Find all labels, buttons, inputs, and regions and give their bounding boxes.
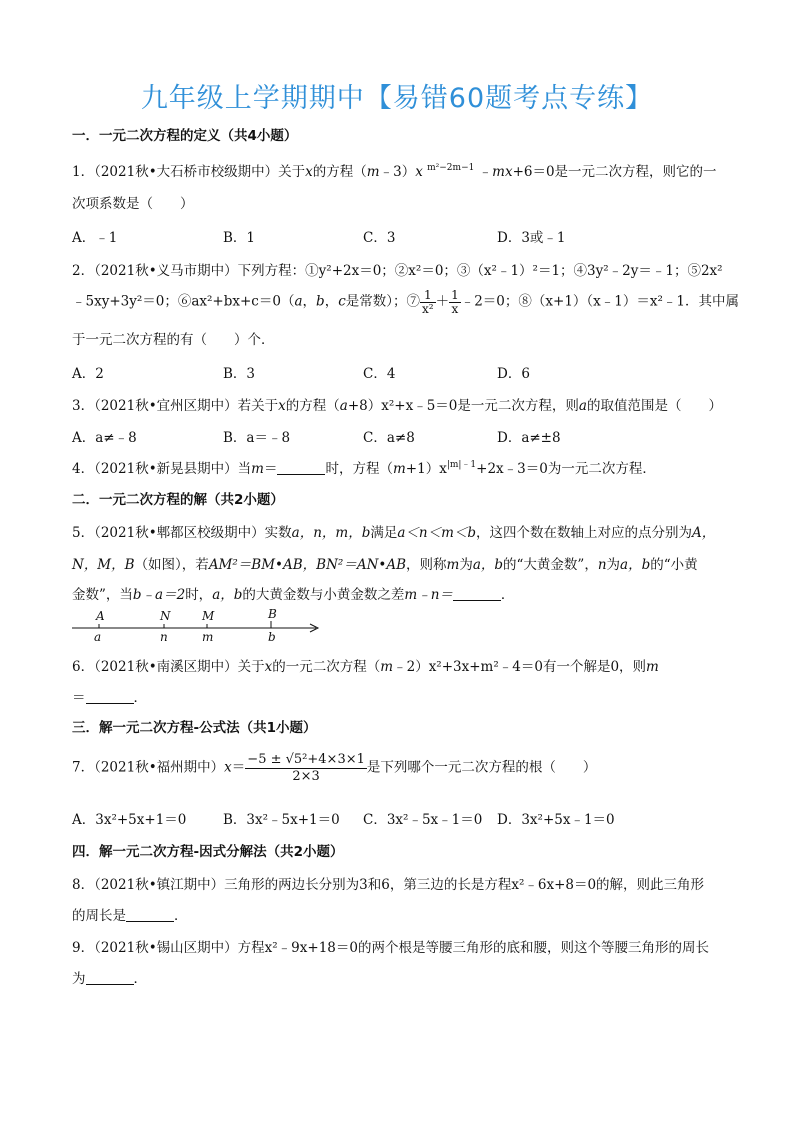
q5-points: N，M，B bbox=[72, 557, 135, 573]
q5-mn: m﹣n＝ bbox=[404, 587, 453, 603]
q6-text: ﹣2）x²+3x+m²﹣4＝0有一个解是0，则 bbox=[393, 659, 647, 675]
q3-text: 的方程（ bbox=[285, 398, 340, 414]
question-1-line-2: 次项系数是（ ） bbox=[72, 196, 194, 212]
q8-text: ． bbox=[174, 908, 188, 924]
point-label-b-upper: B bbox=[268, 607, 277, 621]
question-4-line-1: 4．（2021秋•新晃县期中）当m＝ 时，方程$(m+1)x^{|m|﹣1}+2x﹣3=0$为一元二次方程． bbox=[72, 460, 656, 477]
q1-text: 的方程（ bbox=[312, 164, 367, 180]
q5-ab: a，b bbox=[620, 557, 651, 573]
question-6-line-2 bbox=[72, 686, 147, 706]
q3-option-b: B．a＝﹣8 bbox=[223, 430, 291, 446]
q3-option-d: D．a≠±8 bbox=[497, 430, 561, 446]
q3-option-c: C．a≠8 bbox=[363, 430, 415, 446]
frac-den: x bbox=[451, 301, 459, 316]
q6-text: ． bbox=[133, 690, 147, 706]
q1-text: +6＝0是一元二次方程，则它的一 bbox=[512, 164, 717, 180]
point-label-b-lower: b bbox=[268, 630, 276, 644]
q5-text: 的大黄金数与小黄金数之差 bbox=[242, 587, 405, 603]
section-heading-2: 二．一元二次方程的解（共2小题） bbox=[72, 492, 284, 508]
question-6-line-1: 6．（2021秋•南溪区期中）关于x的一元二次方程（m﹣2）x²+3x+m²﹣4＝0有一个解是0，则m bbox=[72, 659, 659, 675]
q2-text: 是常数）；⑦ bbox=[345, 293, 420, 310]
question-8-line-1: 8．（2021秋•镇江期中）三角形的两边长分别为3和6，第三边的长是方程x²﹣6x+8＝0的解，则此三角形 bbox=[72, 877, 705, 893]
answer-blank[interactable] bbox=[277, 462, 325, 475]
question-1-line-1: 1．（2021秋•大石桥市校级期中）关于x的方程（m﹣3）x $^{m^2-2m-1}$ ﹣mx+6＝0是一元二次方程，则它的一 bbox=[72, 163, 717, 180]
point-label-a-upper: A bbox=[96, 609, 105, 623]
q2-option-d: D．6 bbox=[497, 366, 530, 382]
q5-ab: a，b bbox=[212, 587, 243, 603]
q1-text: ﹣3） bbox=[379, 164, 416, 180]
q2-text: ， bbox=[302, 293, 317, 310]
q5-vars: a，n，m，b bbox=[291, 525, 371, 541]
question-5-line-3 bbox=[72, 583, 514, 603]
q4-exponent: |m|﹣1 bbox=[446, 460, 477, 470]
q4-text: +2x﹣3＝0为一元二次方程． bbox=[476, 461, 656, 477]
q5-text: （如图），若 bbox=[134, 557, 209, 573]
q4-text: 时，方程（ bbox=[325, 461, 393, 477]
q5-ab: a，b bbox=[472, 557, 504, 573]
page-title: 九年级上学期期中【易错60题考点专练】 bbox=[140, 83, 654, 114]
question-2-line-3: 于一元二次方程的有（ ）个． bbox=[72, 332, 275, 348]
q5-condition: AM²＝BM•AB，BN²＝AN•AB bbox=[208, 557, 407, 573]
q1-option-a: A．﹣1 bbox=[72, 230, 118, 246]
q3-text: 3．（2021秋•宜州区期中）若关于 bbox=[72, 398, 279, 414]
frac-num: 1 bbox=[420, 289, 436, 303]
q5-text: 的“小黄 bbox=[650, 557, 698, 573]
point-label-m-upper: M bbox=[202, 609, 215, 623]
q2-text: ＋ bbox=[435, 293, 450, 310]
q1-text: ﹣ bbox=[478, 164, 493, 180]
q2-option-b: B．3 bbox=[223, 366, 256, 382]
q5-text: ． bbox=[500, 587, 515, 603]
q2-text: ， bbox=[324, 293, 339, 310]
formula-numerator: −5 ± √5²+4×3×1 bbox=[247, 752, 365, 767]
point-label-n-upper: N bbox=[160, 609, 171, 623]
q2-text: ﹣2＝0；⑧（x+1）（x﹣1）＝x²﹣1．其中属 bbox=[460, 293, 739, 310]
fraction-1-over-x bbox=[449, 289, 461, 315]
q5-inequality: a＜n＜m＜b bbox=[397, 525, 477, 541]
q4-text: 4．（2021秋•新晃县期中）当 bbox=[72, 461, 252, 477]
q2-option-a: A．2 bbox=[72, 366, 104, 382]
q1-option-d: D．3或﹣1 bbox=[497, 230, 566, 246]
question-5-line-2: N，M，B（如图），若AM²＝BM•AB，BN²＝AN•AB，则称m为a，b的“大黄金数”，n为a，b的“小黄 bbox=[72, 557, 698, 573]
point-label-n-lower: n bbox=[160, 630, 168, 644]
question-8-line-2 bbox=[72, 904, 188, 924]
q1-text: 1．（2021秋•大石桥市校级期中）关于 bbox=[72, 164, 306, 180]
q4-text: +1）x bbox=[405, 461, 447, 477]
q7-text: 是下列哪个一元二次方程的根（ ） bbox=[366, 759, 597, 776]
q6-text: ＝ bbox=[72, 690, 86, 706]
q5-bma: b﹣a＝2 bbox=[132, 587, 186, 603]
q5-text: 金数”，当 bbox=[72, 587, 133, 603]
q6-text: 的一元二次方程（ bbox=[272, 659, 381, 675]
number-line-diagram bbox=[72, 604, 332, 644]
q5-text: 5．（2021秋•郫都区校级期中）实数 bbox=[72, 525, 292, 541]
q7-option-c: C．3x²﹣5x﹣1＝0 bbox=[363, 812, 483, 828]
q7-option-b: B．3x²﹣5x+1＝0 bbox=[223, 812, 340, 828]
q4-text: ＝ bbox=[263, 461, 278, 477]
q3-option-a: A．a≠﹣8 bbox=[72, 430, 137, 446]
q2-option-c: C．4 bbox=[363, 366, 396, 382]
fraction-1-over-x-squared bbox=[420, 289, 436, 315]
q3-text: 的取值范围是（ ） bbox=[586, 398, 722, 414]
question-7-line-1: 7．（2021秋•福州期中）x＝ $\frac{\text{−5 ± √5²+4×3×1}}{2\times 3}$ 是下列哪个一元二次方程的根（ ） bbox=[72, 752, 597, 784]
formula-denominator: 2×3 bbox=[292, 768, 320, 784]
q8-text: 的周长是 bbox=[72, 908, 126, 924]
q1-exponent: m²−2m−1 bbox=[427, 163, 475, 173]
q5-text: ，则称 bbox=[406, 557, 447, 573]
section-heading-4: 四．解一元二次方程-因式分解法（共2小题） bbox=[72, 844, 344, 860]
q5-text: 时， bbox=[185, 587, 213, 603]
q7-text: 7．（2021秋•福州期中） bbox=[72, 759, 225, 776]
q9-text: 为 bbox=[72, 971, 86, 987]
section-heading-1: 一．一元二次方程的定义（共4小题） bbox=[72, 128, 298, 144]
quadratic-formula-fraction bbox=[245, 752, 367, 784]
q5-text: 的“大黄金数”， bbox=[503, 557, 598, 573]
frac-den: x² bbox=[422, 301, 434, 316]
q2-text: ﹣5xy+3y²＝0；⑥ax²+bx+c＝0（ bbox=[72, 293, 295, 310]
q9-text: ． bbox=[133, 971, 147, 987]
question-3-line-1: 3．（2021秋•宜州区期中）若关于x的方程（a+8）x²+x﹣5＝0是一元二次方程，则a的取值范围是（ ） bbox=[72, 398, 722, 414]
point-label-m-lower: m bbox=[202, 630, 214, 644]
answer-blank[interactable] bbox=[126, 909, 174, 922]
q1-option-b: B．1 bbox=[223, 230, 256, 246]
q5-text: 为 bbox=[606, 557, 621, 573]
answer-blank[interactable] bbox=[86, 691, 134, 704]
answer-blank[interactable] bbox=[86, 972, 134, 985]
q5-text: 为 bbox=[459, 557, 473, 573]
question-2-line-1: 2．（2021秋•义马市期中）下列方程：①y²+2x＝0；②x²＝0；③（x²﹣1）²＝1；④3y²﹣2y＝﹣1；⑤2x² bbox=[72, 263, 723, 279]
frac-num: 1 bbox=[451, 288, 459, 302]
q7-option-a: A．3x²+5x+1＝0 bbox=[72, 812, 187, 828]
answer-blank[interactable] bbox=[453, 588, 501, 601]
q5-points: A， bbox=[692, 525, 716, 541]
question-9-line-2 bbox=[72, 967, 147, 987]
q7-option-d: D．3x²+5x﹣1＝0 bbox=[497, 812, 615, 828]
question-9-line-1: 9．（2021秋•锡山区期中）方程x²﹣9x+18＝0的两个根是等腰三角形的底和腰，则这个等腰三角形的周长 bbox=[72, 940, 709, 956]
q6-text: 6．（2021秋•南溪区期中）关于 bbox=[72, 659, 265, 675]
point-label-a-lower: a bbox=[94, 630, 102, 644]
q3-text: +8）x²+x﹣5＝0是一元二次方程，则 bbox=[347, 398, 579, 414]
q1-option-c: C．3 bbox=[363, 230, 396, 246]
q5-text: 满足 bbox=[370, 525, 398, 541]
question-2-line-2: ﹣5xy+3y²＝0；⑥ax²+bx+c＝0（a，b，c是常数）；⑦ $\frac{1}{\text{x²}}$ ＋ $\frac{1}{x}$ ﹣2＝0；⑧（x+1）（x﹣1）＝x²﹣1．其中属 bbox=[72, 288, 739, 316]
section-heading-3: 三．解一元二次方程-公式法（共1小题） bbox=[72, 720, 317, 736]
q5-text: ，这四个数在数轴上对应的点分别为 bbox=[476, 525, 693, 541]
question-5-line-1 bbox=[72, 521, 715, 541]
